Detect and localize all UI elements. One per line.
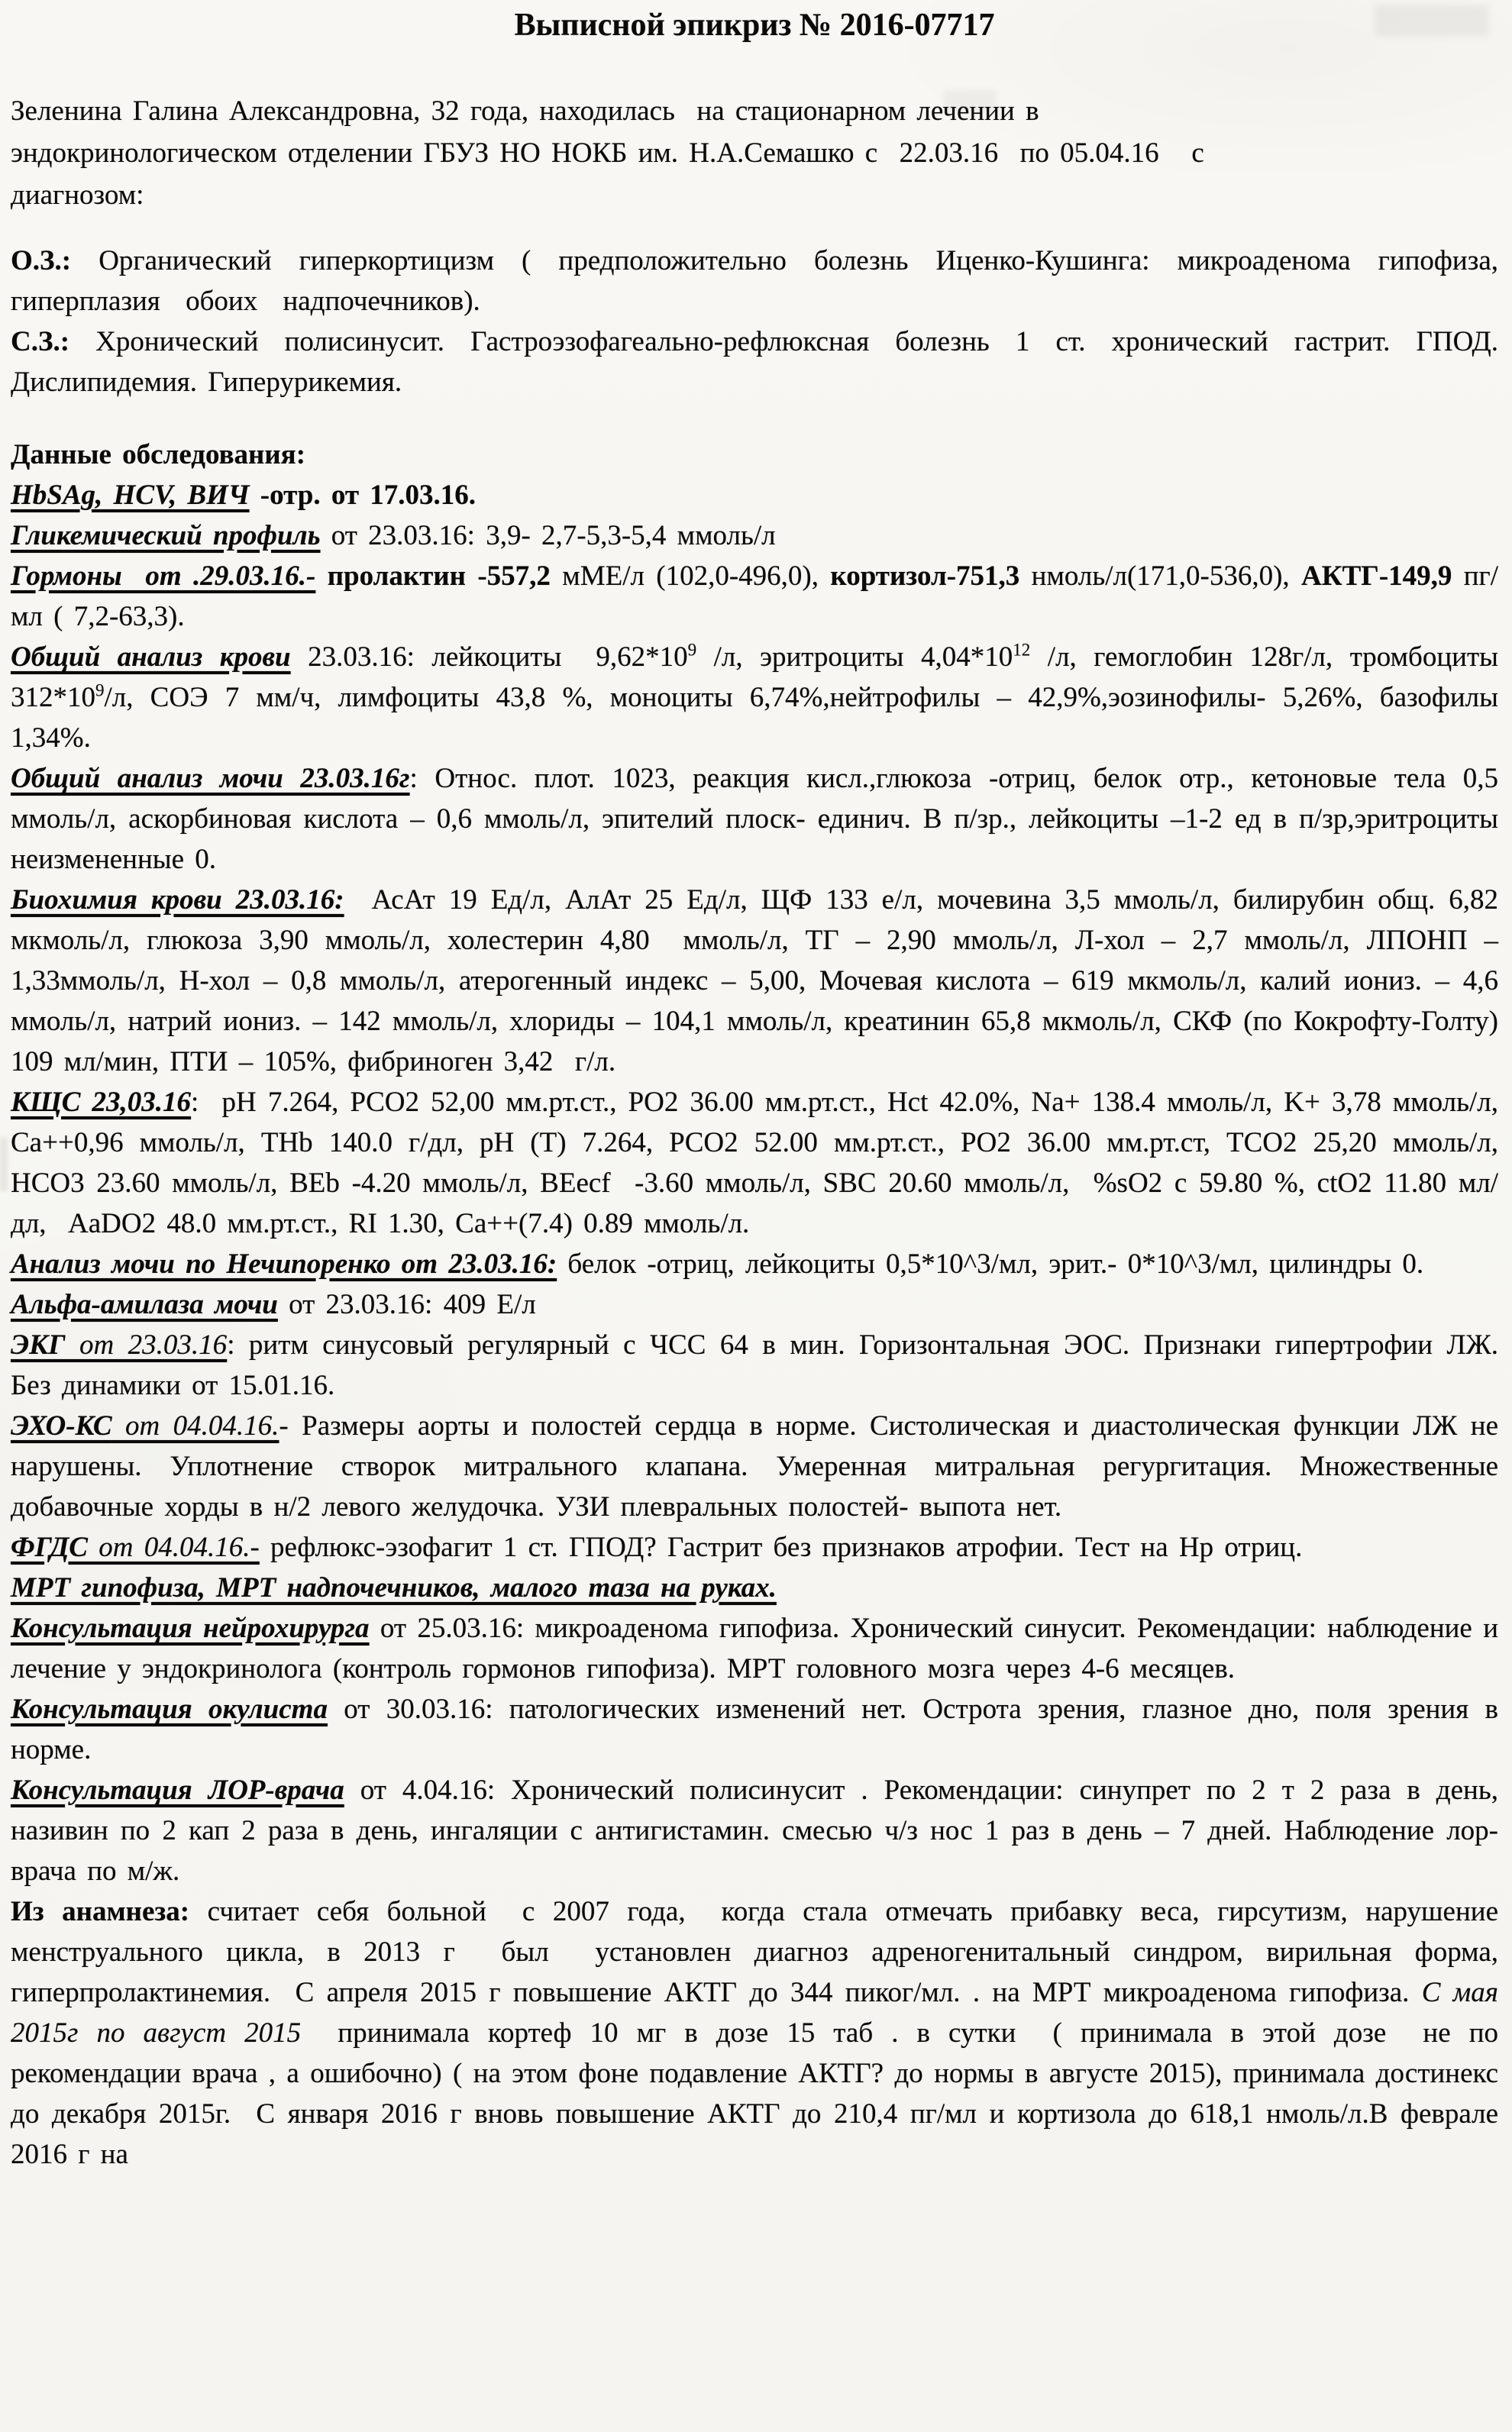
paragraph-neurosurgeon-consult: Консультация нейрохирурга от 25.03.16: микроаденома гипофиза. Хронический синусит. Рекомендации: наблюдение и лечение у эндокринолога (контроль гормонов гипофиза). МРТ головного мозга через 4-6 месяцев. [11,1613,1498,1684]
document-title: Выписной эпикриз № 2016-07717 [514,8,995,43]
paragraph-hormones: Гормоны от .29.03.16.- пролактин -557,2 мМЕ/л (102,0-496,0), кортизол-751,3 нмоль/л(171,0-536,0), АКТГ-149,9 пг/мл ( 7,2-63,3). [11,560,1499,632]
document-body [11,6,1498,2175]
paragraph-hbsag-hcv-hiv: HbSAg, HCV, ВИЧ -отр. от 17.03.16. [11,480,477,511]
paragraph-secondary-diagnosis: С.З.: Хронический полисинусит. Гастроэзофагеально-рефлюксная болезнь 1 ст. хронический гастрит. ГПОД. Дислипидемия. Гиперурикемия. [11,326,1498,398]
paragraph-blood-biochemistry: Биохимия крови 23.03.16: АсАт 19 Ед/л, АлАт 25 Ед/л, ЩФ 133 е/л, мочевина 3,5 ммоль/л, билирубин общ. 6,82 мкмоль/л, глюкоза 3,90 ммоль/л, холестерин 4,80 ммоль/л, ТГ – 2,90 ммоль/л, Л-хол – 2,7 ммоль/л, ЛПОНП – 1,33ммоль/л, Н-хол – 0,8 ммоль/л, атерогенный индекс – 5,00, Мочевая кислота – 619 мкмоль/л, калий иониз. – 4,6 ммоль/л, натрий иониз. – 142 ммоль/л, хлориды – 104,1 ммоль/л, креатинин 65,8 мкмоль/л, СКФ (по Кокрофту-Голту) 109 мл/мин, ПТИ – 105%, фибриноген 3,42 г/л. [11,884,1499,1077]
paragraph-ent-consult: Консультация ЛОР-врача от 4.04.16: Хронический полисинусит . Рекомендации: синупрет по 2 т 2 раза в день, називин по 2 кап 2 раза в день, ингаляции с антигистамин. смесью ч/з нос 1 раз в день – 7 дней. Наблюдение лор-врача по м/ж. [11,1775,1498,1887]
paragraph-primary-diagnosis: О.З.: Органический гиперкортицизм ( предположительно болезнь Иценко-Кушинга: микроаденома гипофиза, гиперплазия обоих надпочечников). [11,245,1498,317]
paragraph-oculist-consult: Консультация окулиста от 30.03.16: патологических изменений нет. Острота зрения, глазное дно, поля зрения в норме. [11,1694,1498,1765]
paragraph-echo-ks: ЭХО-КС от 04.04.16.- Размеры аорты и полостей сердца в норме. Систолическая и диастолическая функции ЛЖ не нарушены. Уплотнение створок митрального клапана. Умеренная митральная регургитация. Множественные добавочные хорды в н/2 левого желудочка. УЗИ плевральных полостей- выпота нет. [11,1410,1498,1523]
paragraph-glycemic-profile: Гликемический профиль от 23.03.16: 3,9- 2,7-5,3-5,4 ммоль/л [11,520,776,551]
paragraph-alpha-amylase: Альфа-амилаза мочи от 23.03.16: 409 Е/л [11,1289,536,1320]
paragraph-mri-note: МРТ гипофиза, МРТ надпочечников, малого таза на руках. [11,1572,777,1604]
paragraph-ecg: ЭКГ от 23.03.16: ритм синусовый регулярный с ЧСС 64 в мин. Горизонтальная ЭОС. Признаки гипертрофии ЛЖ. Без динамики от 15.01.16. [11,1329,1498,1401]
paragraph-fgds: ФГДС от 04.04.16.- рефлюкс-эзофагит 1 ст. ГПОД? Гастрит без признаков атрофии. Тест на Hp отриц. [11,1532,1303,1563]
paragraph-patient-info: Зеленина Галина Александровна, 32 года, находилась на стационарном лечении в эндокринологическом отделении ГБУЗ НО НОКБ им. Н.А.Семашко с 22.03.16 по 05.04.16 с диагнозом: [11,95,1204,211]
scan-artifact [0,1138,8,1191]
paragraph-urinalysis: Общий анализ мочи 23.03.16г: Относ. плот. 1023, реакция кисл.,глюкоза -отриц, белок отр., кетоновые тела 0,5 ммоль/л, аскорбиновая кислота – 0,6 ммоль/л, эпителий плоск- единич. В п/зр., лейкоциты –1-2 ед в п/зр,эритроциты неизмененные 0. [11,763,1499,875]
examination-data-heading: Данные обследования: [11,439,306,470]
paragraph-nechiporenko-urine: Анализ мочи по Нечипоренко от 23.03.16: белок -отриц, лейкоциты 0,5*10^3/мл, эрит.- 0*10^3/мл, цилиндры 0. [11,1248,1424,1280]
paragraph-anamnesis: Из анамнеза: считает себя больной с 2007 года, когда стала отмечать прибавку веса, гирсутизм, нарушение менструального цикла, в 2013 г был установлен диагноз адреногенитальный синдром, вирильная форма, гиперпролактинемия. С апреля 2015 г повышение АКТГ до 344 пиког/мл. . на МРТ микроаденома гипофиза. С мая 2015г по август 2015 принимала кортеф 10 мг в дозе 15 таб . в сутки ( принимала в этой дозе не по рекомендации врача , а ошибочно) ( на этом фоне подавление АКТГ? до нормы в августе 2015), принимала достинекс до декабря 2015г. С января 2016 г вновь повышение АКТГ до 210,4 пг/мл и кортизола до 618,1 нмоль/л.В феврале 2016 г на [11,1896,1499,2170]
paragraph-acid-base: КЩС 23,03.16: pH 7.264, PCO2 52,00 мм.рт.ст., PO2 36.00 мм.рт.ст., Hct 42.0%, Na+ 138.4 ммоль/л, K+ 3,78 ммоль/л, Ca++0,96 ммоль/л, THb 140.0 г/дл, pH (T) 7.264, PCO2 52.00 мм.рт.ст., PO2 36.00 мм.рт.ст, TCO2 25,20 ммоль/л, HCO3 23.60 ммоль/л, BEb -4.20 ммоль/л, BEecf -3.60 ммоль/л, SBC 20.60 ммоль/л, %sO2 с 59.80 %, ctO2 11.80 мл/дл, AaDO2 48.0 мм.рт.ст., RI 1.30, Ca++(7.4) 0.89 ммоль/л. [11,1087,1498,1239]
paragraph-cbc: Общий анализ крови 23.03.16: лейкоциты $9,62*10^9$ /л, эритроциты $4,04*10^{12}$ /л, гемоглобин 128г/л, тромбоциты $312*10^9/л$, СОЭ 7 мм/ч, лимфоциты 43,8 %, моноциты 6,74%,нейтрофилы – 42,9%,эозинофилы- 5,26%, базофилы 1,34%. [11,640,1498,754]
